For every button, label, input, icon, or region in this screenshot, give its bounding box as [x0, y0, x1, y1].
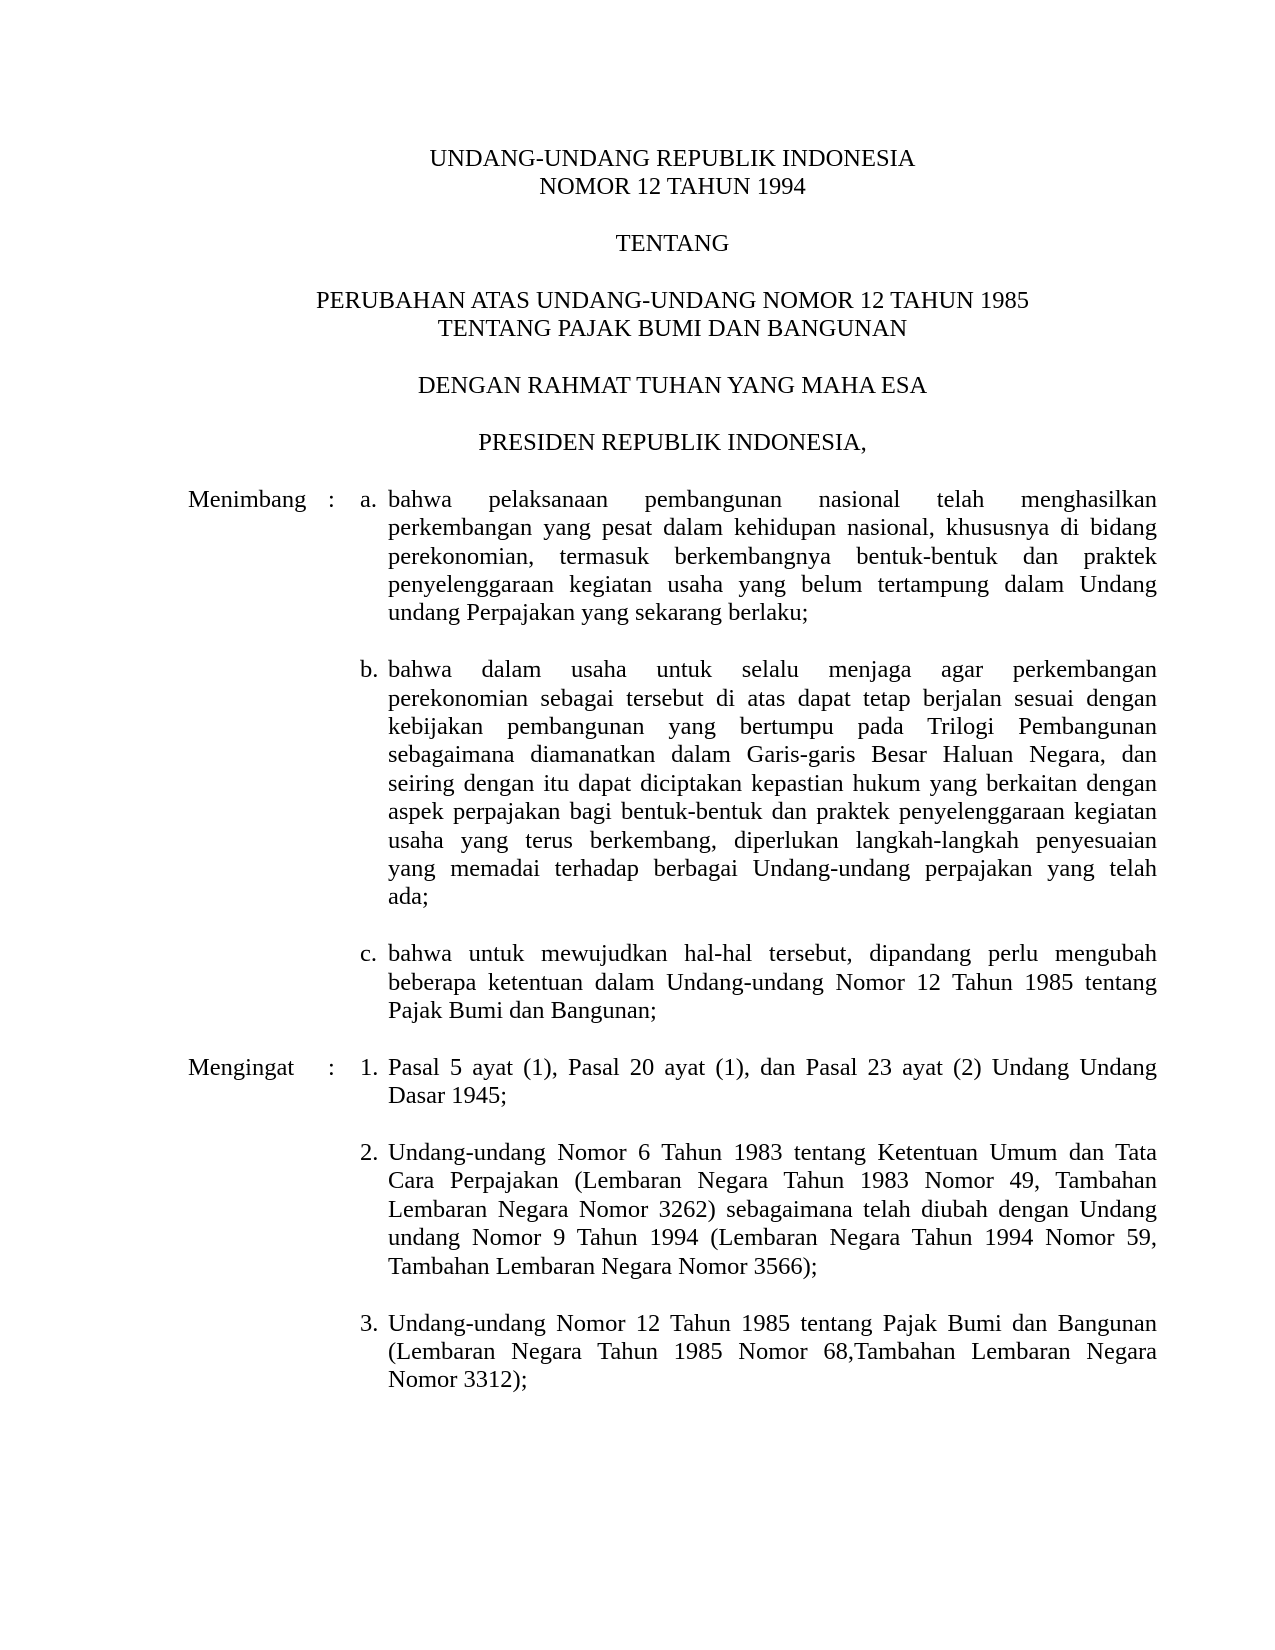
- text-line: undang Nomor 9 Tahun 1994 (Lembaran Negara Tahun 1994 Nomor 59,: [388, 1224, 1157, 1252]
- text-line: undang Perpajakan yang sekarang berlaku;: [388, 599, 809, 627]
- text-line: seiring dengan itu dapat diciptakan kepastian hukum yang berkaitan dengan: [388, 769, 1157, 797]
- text-line: bahwa dalam usaha untuk selalu menjaga agar perkembangan: [388, 656, 1157, 684]
- section-label: [188, 1139, 328, 1281]
- text-line: Lembaran Negara Nomor 3262) sebagaimana telah diubah dengan Undang: [388, 1195, 1157, 1223]
- item-marker: 2.: [360, 1139, 379, 1167]
- law-subject-line-1: PERUBAHAN ATAS UNDANG-UNDANG NOMOR 12 TAHUN 1985: [316, 287, 1029, 314]
- invocation: [188, 372, 1157, 400]
- text-line: Pajak Bumi dan Bangunan;: [388, 997, 657, 1025]
- text-line: ada;: [388, 883, 429, 911]
- text-line: penyelenggaraan kegiatan usaha yang belum tertampung dalam Undang: [388, 571, 1157, 599]
- law-title-line-1: UNDANG-UNDANG REPUBLIK INDONESIA: [429, 145, 916, 172]
- law-title: [188, 145, 1157, 202]
- section-item: [188, 656, 1157, 912]
- text-line: usaha yang terus berkembang, diperlukan langkah-langkah penyesuaian: [388, 826, 1157, 854]
- text-line: perkembangan yang pesat dalam kehidupan nasional, khususnya di bidang: [388, 514, 1157, 542]
- item-marker: 1.: [360, 1053, 379, 1081]
- text-line: Cara Perpajakan (Lembaran Negara Tahun 1983 Nomor 49, Tambahan: [388, 1167, 1157, 1195]
- text-line: aspek perpajakan bagi bentuk-bentuk dan praktek penyelenggaraan kegiatan: [388, 798, 1157, 826]
- law-title-line-2: NOMOR 12 TAHUN 1994: [539, 173, 806, 201]
- section-label: Mengingat: [188, 1053, 295, 1081]
- section-colon: [328, 1310, 360, 1395]
- section-item: [188, 486, 1157, 628]
- section-colon: [328, 1139, 360, 1281]
- text-line: perekonomian, termasuk berkembangnya bentuk-bentuk dan praktek: [388, 542, 1157, 570]
- section-colon: [328, 656, 360, 912]
- text-line: Pasal 5 ayat (1), Pasal 20 ayat (1), dan Pasal 23 ayat (2) Undang Undang: [388, 1053, 1157, 1081]
- text-line: bahwa untuk mewujudkan hal-hal tersebut, dipandang perlu mengubah: [388, 940, 1157, 968]
- law-subject: [188, 287, 1157, 344]
- text-line: yang memadai terhadap berbagai Undang-undang perpajakan yang telah: [388, 855, 1157, 883]
- text-line: Undang-undang Nomor 6 Tahun 1983 tentang Ketentuan Umum dan Tata: [388, 1139, 1157, 1167]
- item-marker: b.: [360, 656, 379, 684]
- item-marker: 3.: [360, 1309, 379, 1337]
- text-line: Nomor 3312);: [388, 1366, 528, 1394]
- section-label: [188, 1310, 328, 1395]
- item-text: [388, 1054, 1157, 1111]
- tentang-heading: [188, 230, 1157, 258]
- item-marker: c.: [360, 940, 377, 968]
- item-text: [388, 1310, 1157, 1395]
- text-line: Dasar 1945;: [388, 1082, 508, 1110]
- text-line: bahwa pelaksanaan pembangunan nasional telah menghasilkan: [388, 485, 1157, 513]
- section-label: [188, 940, 328, 1025]
- text-line: Undang-undang Nomor 12 Tahun 1985 tentang Pajak Bumi dan Bangunan: [388, 1309, 1157, 1337]
- section-item: [188, 940, 1157, 1025]
- section-colon: [328, 940, 360, 1025]
- section-item: [188, 1310, 1157, 1395]
- invocation-line: DENGAN RAHMAT TUHAN YANG MAHA ESA: [417, 372, 928, 400]
- issuer: [188, 429, 1157, 457]
- section-item: [188, 1054, 1157, 1111]
- item-marker: a.: [360, 485, 377, 513]
- text-line: kebijakan pembangunan yang bertumpu pada Trilogi Pembangunan: [388, 713, 1157, 741]
- sections: [188, 486, 1157, 1395]
- text-line: sebagaimana diamanatkan dalam Garis-garis Besar Haluan Negara, dan: [388, 741, 1157, 769]
- text-line: (Lembaran Negara Tahun 1985 Nomor 68,Tambahan Lembaran Negara: [388, 1337, 1157, 1365]
- section-colon: :: [328, 1053, 335, 1081]
- item-text: [388, 486, 1157, 628]
- tentang-label: TENTANG: [615, 230, 730, 258]
- law-subject-line-2: TENTANG PAJAK BUMI DAN BANGUNAN: [437, 315, 908, 343]
- text-line: perekonomian sebagai tersebut di atas dapat tetap berjalan sesuai dengan: [388, 684, 1157, 712]
- section-label: [188, 656, 328, 912]
- item-text: [388, 1139, 1157, 1281]
- item-text: [388, 656, 1157, 912]
- text-line: Tambahan Lembaran Negara Nomor 3566);: [388, 1252, 818, 1280]
- section-item: [188, 1139, 1157, 1281]
- item-text: [388, 940, 1157, 1025]
- issuer-line: PRESIDEN REPUBLIK INDONESIA,: [478, 429, 867, 456]
- text-line: beberapa ketentuan dalam Undang-undang Nomor 12 Tahun 1985 tentang: [388, 968, 1157, 996]
- section-colon: :: [328, 485, 335, 513]
- section-label: Menimbang: [188, 485, 307, 513]
